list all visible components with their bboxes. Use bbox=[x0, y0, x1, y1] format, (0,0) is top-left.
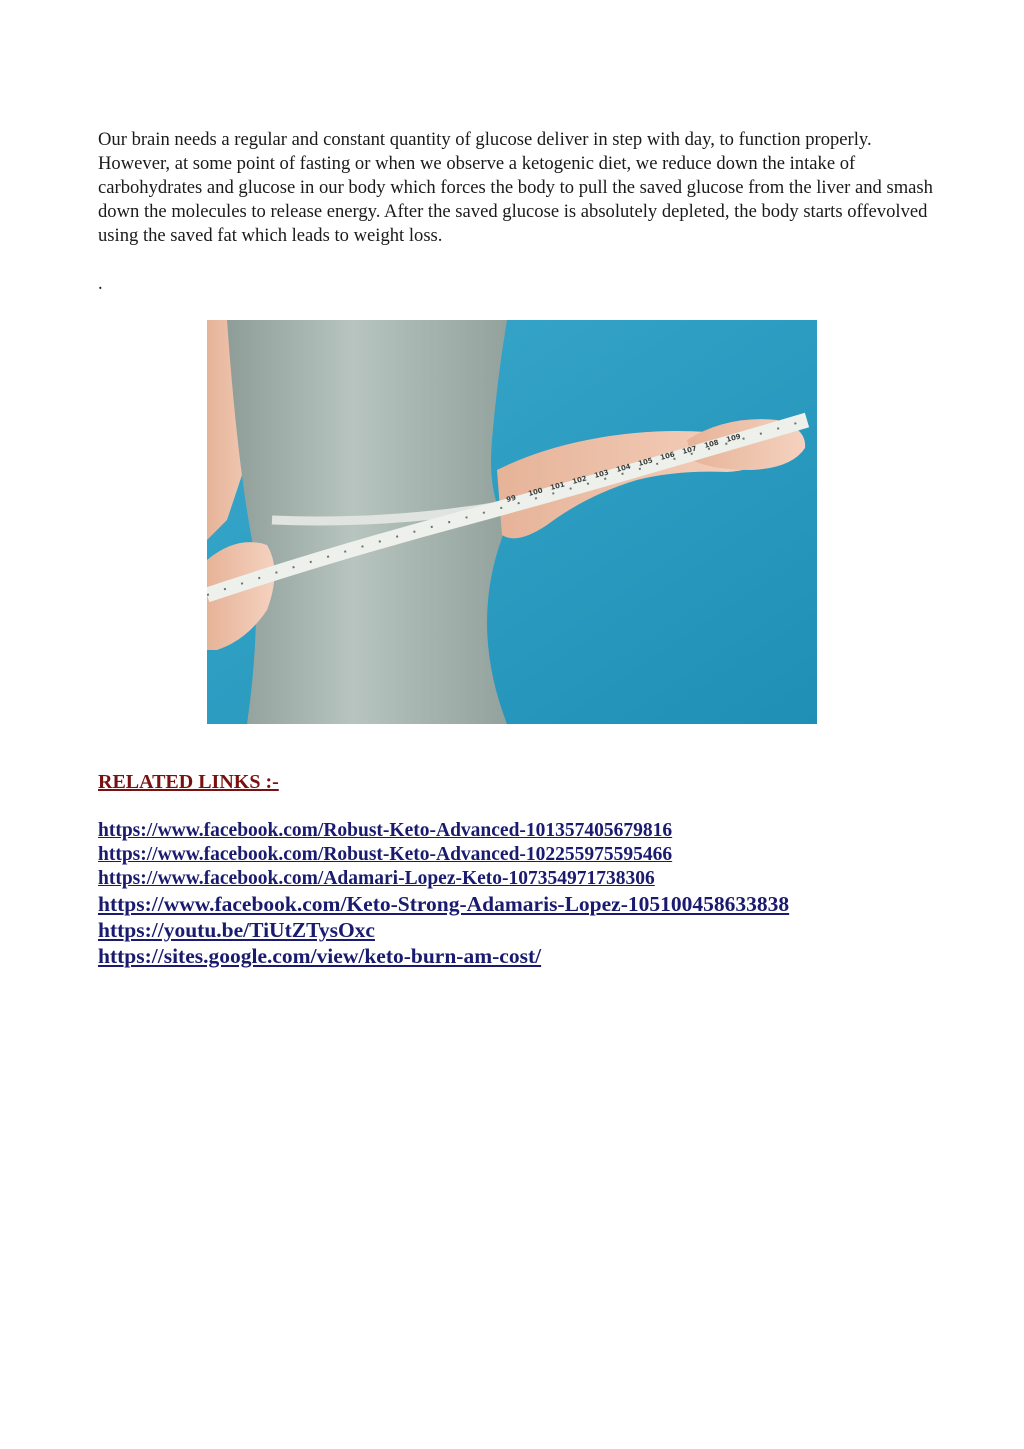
list-item bbox=[98, 819, 789, 843]
waist-measuring-photo bbox=[207, 320, 817, 724]
svg-text:105: 105 bbox=[637, 456, 654, 468]
list-item bbox=[98, 917, 789, 943]
related-links-list bbox=[98, 819, 789, 969]
svg-text:103: 103 bbox=[593, 468, 610, 480]
svg-text:99: 99 bbox=[505, 493, 517, 504]
related-links-heading: RELATED LINKS :- bbox=[98, 771, 279, 793]
svg-text:108: 108 bbox=[703, 438, 720, 450]
related-link-6[interactable]: https://sites.google.com/view/keto-burn-am-cost/ bbox=[98, 944, 542, 968]
svg-text:104: 104 bbox=[615, 462, 632, 474]
related-link-4[interactable]: https://www.facebook.com/Keto-Strong-Adamaris-Lopez-105100458633838 bbox=[98, 892, 790, 916]
list-item bbox=[98, 891, 789, 917]
list-item bbox=[98, 843, 789, 867]
svg-text:101: 101 bbox=[549, 480, 566, 492]
related-link-3[interactable]: https://www.facebook.com/Adamari-Lopez-Keto-107354971738306 bbox=[98, 868, 655, 889]
body-paragraph: Our brain needs a regular and constant quantity of glucose deliver in step with day, to function properly. However, at some point of fasting or when we observe a ketogenic diet, we reduce down the intake of carbohydrates and glucose in our body which forces the body to pull the saved glucose from the liver and smash down the molecules to release energy. After the saved glucose is absolutely depleted, the body starts offevolved using the saved fat which leads to weight loss. bbox=[98, 129, 933, 246]
related-link-1[interactable]: https://www.facebook.com/Robust-Keto-Advanced-101357405679816 bbox=[98, 820, 673, 841]
svg-text:100: 100 bbox=[527, 486, 544, 498]
list-item bbox=[98, 867, 789, 891]
related-link-2[interactable]: https://www.facebook.com/Robust-Keto-Advanced-102255975595466 bbox=[98, 844, 673, 865]
svg-text:107: 107 bbox=[681, 444, 698, 456]
svg-text:106: 106 bbox=[659, 450, 676, 462]
svg-text:109: 109 bbox=[725, 432, 742, 444]
separator-dot: . bbox=[98, 273, 103, 294]
list-item bbox=[98, 943, 789, 969]
svg-text:102: 102 bbox=[571, 474, 588, 486]
related-link-5[interactable]: https://youtu.be/TiUtZTysOxc bbox=[98, 918, 375, 942]
